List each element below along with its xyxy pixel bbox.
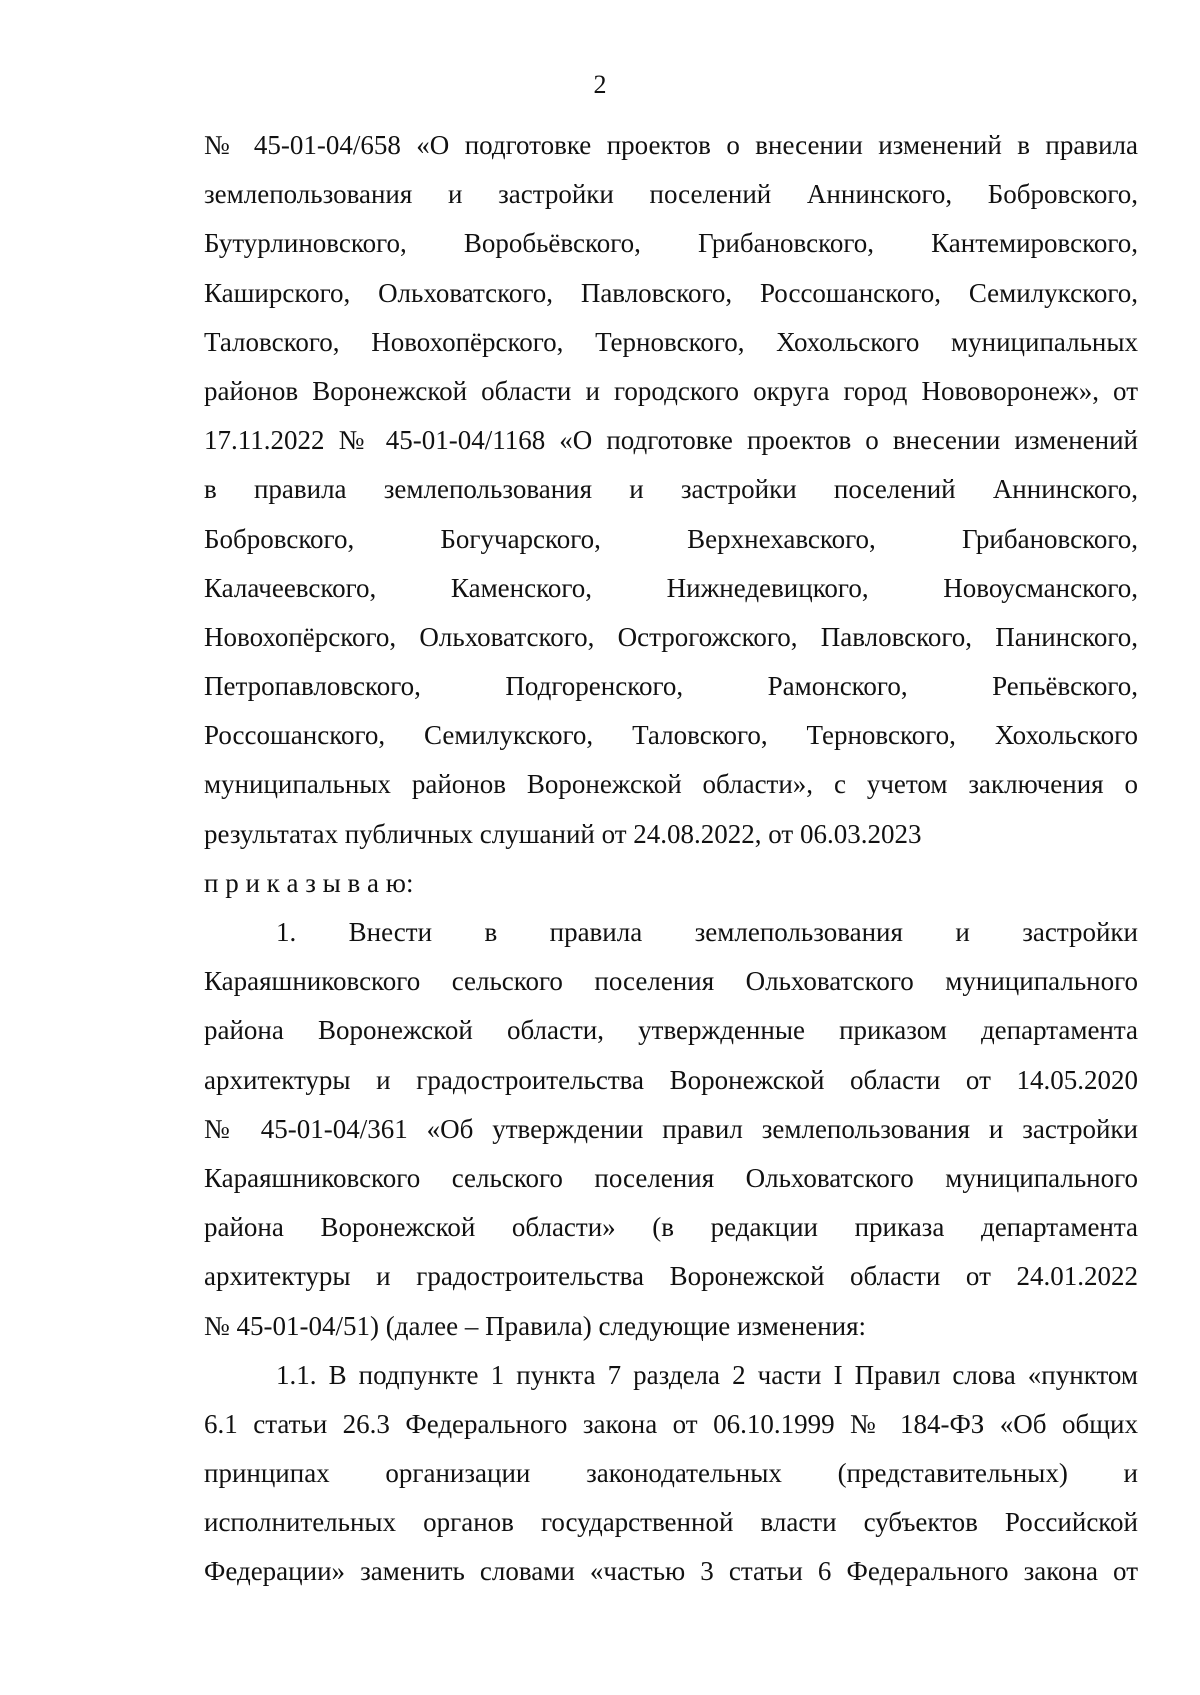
- text-line: Таловского, Новохопёрского, Терновского, Хохольского муниципальных: [204, 326, 1138, 357]
- text-line: № 45-01-04/361 «Об утверждении правил землепользования и застройки: [204, 1113, 1138, 1144]
- text-line: результатах публичных слушаний от 24.08.2022, от 06.03.2023: [204, 818, 922, 849]
- text-line: Калачеевского, Каменского, Нижнедевицкого, Новоусманского,: [204, 572, 1138, 603]
- text-line: 6.1 статьи 26.3 Федерального закона от 06.10.1999 № 184-ФЗ «Об общих: [204, 1408, 1138, 1439]
- text-line: Бобровского, Богучарского, Верхнехавского, Грибановского,: [204, 523, 1138, 554]
- text-line: архитектуры и градостроительства Воронежской области от 14.05.2020: [204, 1064, 1138, 1095]
- text-line: Бутурлиновского, Воробьёвского, Грибановского, Кантемировского,: [204, 228, 1138, 259]
- order-keyword: п р и к а з ы в а ю:: [204, 867, 414, 898]
- text-line: Караяшниковского сельского поселения Ольховатского муниципального: [204, 1162, 1138, 1193]
- text-line: Федерации» заменить словами «частью 3 статьи 6 Федерального закона от: [204, 1556, 1138, 1587]
- text-line: Новохопёрского, Ольховатского, Острогожского, Павловского, Панинского,: [204, 621, 1138, 652]
- text-line: № 45-01-04/51) (далее – Правила) следующие изменения:: [204, 1310, 867, 1341]
- document-body: [204, 121, 1138, 1597]
- text-line: Россошанского, Семилукского, Таловского, Терновского, Хохольского: [204, 720, 1138, 751]
- text-line: 1.1. В подпункте 1 пункта 7 раздела 2 части I Правил слова «пунктом: [276, 1359, 1138, 1390]
- text-line: Караяшниковского сельского поселения Ольховатского муниципального: [204, 966, 1138, 997]
- text-line: исполнительных органов государственной власти субъектов Российской: [204, 1507, 1138, 1538]
- text-line: принципах организации законодательных (представительных) и: [204, 1458, 1138, 1489]
- text-line: Петропавловского, Подгоренского, Рамонского, Репьёвского,: [204, 671, 1138, 702]
- text-line: районов Воронежской области и городского округа город Нововоронеж», от: [204, 375, 1138, 406]
- page-number: 2: [593, 70, 607, 99]
- text-line: Каширского, Ольховатского, Павловского, Россошанского, Семилукского,: [204, 277, 1138, 308]
- text-line: 17.11.2022 № 45-01-04/1168 «О подготовке проектов о внесении изменений: [204, 425, 1138, 456]
- text-line: 1. Внести в правила землепользования и застройки: [276, 917, 1138, 947]
- text-line: архитектуры и градостроительства Воронежской области от 24.01.2022: [204, 1261, 1138, 1292]
- text-line: в правила землепользования и застройки поселений Аннинского,: [204, 474, 1138, 505]
- text-line: района Воронежской области, утвержденные приказом департамента: [204, 1015, 1138, 1046]
- text-line: района Воронежской области» (в редакции приказа департамента: [204, 1212, 1138, 1243]
- text-line: № 45-01-04/658 «О подготовке проектов о внесении изменений в правила: [204, 130, 1138, 160]
- text-line: землепользования и застройки поселений Аннинского, Бобровского,: [204, 179, 1138, 210]
- text-line: муниципальных районов Воронежской области», с учетом заключения о: [204, 769, 1138, 800]
